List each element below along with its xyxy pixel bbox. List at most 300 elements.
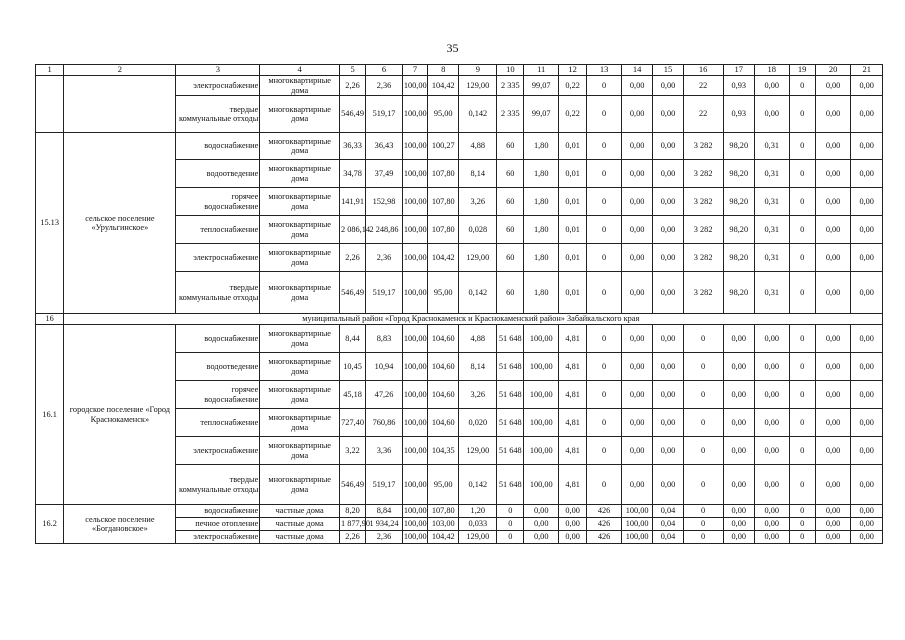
pop-b-cell: 0 bbox=[587, 96, 622, 133]
pop-c-share-cell: 0,00 bbox=[754, 437, 789, 465]
service-cell: водоотведение bbox=[176, 160, 260, 188]
pop-b-share-cell: 0,00 bbox=[653, 160, 683, 188]
pop-d-share-cell: 0,00 bbox=[851, 244, 883, 272]
column-number-cell: 21 bbox=[851, 65, 883, 76]
pop-d-share-cell: 0,00 bbox=[851, 325, 883, 353]
column-number-cell: 11 bbox=[524, 65, 559, 76]
pop-d-pct-cell: 0,00 bbox=[815, 437, 851, 465]
service-cell: водоотведение bbox=[176, 353, 260, 381]
growth-pct-cell: 100,00 bbox=[402, 244, 427, 272]
pop-b-cell: 0 bbox=[587, 188, 622, 216]
growth-pct-cell: 100,00 bbox=[402, 381, 427, 409]
volume-cell: 129,00 bbox=[459, 244, 497, 272]
growth-pct-cell: 100,00 bbox=[402, 96, 427, 133]
pop-c-cell: 22 bbox=[683, 76, 723, 96]
pop-b-cell: 426 bbox=[587, 505, 622, 518]
pop-c-share-cell: 0,00 bbox=[754, 381, 789, 409]
pop-b-share-cell: 0,00 bbox=[653, 216, 683, 244]
pop-a-share-cell: 0,01 bbox=[559, 188, 587, 216]
pop-b-share-cell: 0,00 bbox=[653, 188, 683, 216]
pop-c-pct-cell: 0,93 bbox=[723, 96, 754, 133]
pop-d-pct-cell: 0,00 bbox=[815, 76, 851, 96]
pop-b-share-cell: 0,00 bbox=[653, 465, 683, 505]
growth-pct-cell: 100,00 bbox=[402, 518, 427, 531]
tariff-prev-cell: 36,33 bbox=[339, 133, 365, 160]
pop-b-cell: 0 bbox=[587, 216, 622, 244]
pop-a-cell: 60 bbox=[497, 188, 524, 216]
pop-a-pct-cell: 100,00 bbox=[524, 381, 559, 409]
housing-type-cell: многоквартирные дома bbox=[260, 465, 340, 505]
tariff-cur-cell: 519,17 bbox=[366, 272, 403, 314]
pop-d-cell: 0 bbox=[789, 353, 815, 381]
pop-c-cell: 0 bbox=[683, 531, 723, 544]
table-row bbox=[36, 76, 883, 96]
pop-c-cell: 0 bbox=[683, 325, 723, 353]
column-number-cell: 8 bbox=[428, 65, 459, 76]
pop-c-pct-cell: 0,00 bbox=[723, 531, 754, 544]
tariff-prev-cell: 2,26 bbox=[339, 76, 365, 96]
housing-type-cell: частные дома bbox=[260, 505, 340, 518]
pop-d-cell: 0 bbox=[789, 96, 815, 133]
tariff-table bbox=[35, 64, 883, 544]
pop-b-cell: 426 bbox=[587, 518, 622, 531]
column-number-cell: 3 bbox=[176, 65, 260, 76]
pop-a-pct-cell: 100,00 bbox=[524, 409, 559, 437]
service-cell: водоснабжение bbox=[176, 133, 260, 160]
housing-type-cell: многоквартирные дома bbox=[260, 244, 340, 272]
pop-c-share-cell: 0,00 bbox=[754, 505, 789, 518]
pop-a-pct-cell: 1,80 bbox=[524, 133, 559, 160]
pop-b-share-cell: 0,00 bbox=[653, 133, 683, 160]
pop-d-share-cell: 0,00 bbox=[851, 381, 883, 409]
pop-c-pct-cell: 0,00 bbox=[723, 465, 754, 505]
pop-b-pct-cell: 0,00 bbox=[621, 381, 652, 409]
pop-b-share-cell: 0,04 bbox=[653, 505, 683, 518]
pop-a-share-cell: 4,81 bbox=[559, 353, 587, 381]
tariff-prev-cell: 546,49 bbox=[339, 465, 365, 505]
pop-a-pct-cell: 99,07 bbox=[524, 96, 559, 133]
index-pct-cell: 107,80 bbox=[428, 160, 459, 188]
pop-d-cell: 0 bbox=[789, 409, 815, 437]
pop-c-share-cell: 0,31 bbox=[754, 244, 789, 272]
pop-a-cell: 60 bbox=[497, 216, 524, 244]
housing-type-cell: многоквартирные дома bbox=[260, 325, 340, 353]
pop-b-share-cell: 0,04 bbox=[653, 518, 683, 531]
tariff-prev-cell: 45,18 bbox=[339, 381, 365, 409]
service-cell: водоснабжение bbox=[176, 325, 260, 353]
pop-b-pct-cell: 0,00 bbox=[621, 437, 652, 465]
pop-c-pct-cell: 0,93 bbox=[723, 76, 754, 96]
pop-d-share-cell: 0,00 bbox=[851, 409, 883, 437]
table-row bbox=[36, 505, 883, 518]
settlement-number-cell: 15.13 bbox=[36, 133, 64, 314]
tariff-prev-cell: 546,49 bbox=[339, 272, 365, 314]
pop-c-cell: 0 bbox=[683, 381, 723, 409]
pop-c-share-cell: 0,31 bbox=[754, 133, 789, 160]
pop-d-pct-cell: 0,00 bbox=[815, 518, 851, 531]
service-cell: электроснабжение bbox=[176, 437, 260, 465]
pop-a-cell: 60 bbox=[497, 160, 524, 188]
pop-d-share-cell: 0,00 bbox=[851, 531, 883, 544]
pop-a-share-cell: 0,01 bbox=[559, 133, 587, 160]
column-number-cell: 18 bbox=[754, 65, 789, 76]
tariff-cur-cell: 3,36 bbox=[366, 437, 403, 465]
service-cell: электроснабжение bbox=[176, 244, 260, 272]
growth-pct-cell: 100,00 bbox=[402, 216, 427, 244]
growth-pct-cell: 100,00 bbox=[402, 465, 427, 505]
growth-pct-cell: 100,00 bbox=[402, 437, 427, 465]
pop-d-cell: 0 bbox=[789, 133, 815, 160]
pop-c-cell: 3 282 bbox=[683, 160, 723, 188]
housing-type-cell: многоквартирные дома bbox=[260, 272, 340, 314]
pop-c-pct-cell: 98,20 bbox=[723, 160, 754, 188]
service-cell: электроснабжение bbox=[176, 76, 260, 96]
pop-c-share-cell: 0,31 bbox=[754, 216, 789, 244]
tariff-cur-cell: 47,26 bbox=[366, 381, 403, 409]
housing-type-cell: многоквартирные дома bbox=[260, 96, 340, 133]
pop-b-cell: 0 bbox=[587, 133, 622, 160]
volume-cell: 8,14 bbox=[459, 353, 497, 381]
pop-a-share-cell: 0,22 bbox=[559, 96, 587, 133]
pop-b-pct-cell: 100,00 bbox=[621, 505, 652, 518]
volume-cell: 0,033 bbox=[459, 518, 497, 531]
pop-d-share-cell: 0,00 bbox=[851, 160, 883, 188]
tariff-cur-cell: 10,94 bbox=[366, 353, 403, 381]
pop-d-pct-cell: 0,00 bbox=[815, 465, 851, 505]
tariff-prev-cell: 10,45 bbox=[339, 353, 365, 381]
page-number: 35 bbox=[446, 41, 459, 55]
column-number-cell: 15 bbox=[653, 65, 683, 76]
pop-c-pct-cell: 98,20 bbox=[723, 244, 754, 272]
pop-b-cell: 0 bbox=[587, 353, 622, 381]
pop-b-pct-cell: 100,00 bbox=[621, 518, 652, 531]
pop-d-share-cell: 0,00 bbox=[851, 437, 883, 465]
index-pct-cell: 103,00 bbox=[428, 518, 459, 531]
housing-type-cell: многоквартирные дома bbox=[260, 381, 340, 409]
pop-b-share-cell: 0,00 bbox=[653, 325, 683, 353]
pop-c-pct-cell: 98,20 bbox=[723, 133, 754, 160]
pop-a-pct-cell: 99,07 bbox=[524, 76, 559, 96]
pop-d-share-cell: 0,00 bbox=[851, 133, 883, 160]
tariff-cur-cell: 37,49 bbox=[366, 160, 403, 188]
pop-d-cell: 0 bbox=[789, 465, 815, 505]
pop-b-cell: 0 bbox=[587, 437, 622, 465]
pop-c-cell: 0 bbox=[683, 505, 723, 518]
index-pct-cell: 104,42 bbox=[428, 531, 459, 544]
pop-d-share-cell: 0,00 bbox=[851, 465, 883, 505]
volume-cell: 129,00 bbox=[459, 531, 497, 544]
housing-type-cell: многоквартирные дома bbox=[260, 160, 340, 188]
pop-b-pct-cell: 0,00 bbox=[621, 76, 652, 96]
tariff-cur-cell: 2,36 bbox=[366, 76, 403, 96]
pop-c-share-cell: 0,00 bbox=[754, 96, 789, 133]
pop-c-cell: 3 282 bbox=[683, 272, 723, 314]
pop-d-cell: 0 bbox=[789, 76, 815, 96]
settlement-number-cell: 16.2 bbox=[36, 505, 64, 544]
column-number-cell: 4 bbox=[260, 65, 340, 76]
district-title-row bbox=[36, 314, 883, 325]
pop-a-share-cell: 4,81 bbox=[559, 437, 587, 465]
pop-d-share-cell: 0,00 bbox=[851, 505, 883, 518]
pop-b-cell: 0 bbox=[587, 160, 622, 188]
volume-cell: 4,88 bbox=[459, 325, 497, 353]
housing-type-cell: многоквартирные дома bbox=[260, 76, 340, 96]
growth-pct-cell: 100,00 bbox=[402, 188, 427, 216]
growth-pct-cell: 100,00 bbox=[402, 272, 427, 314]
volume-cell: 3,26 bbox=[459, 381, 497, 409]
pop-c-pct-cell: 98,20 bbox=[723, 272, 754, 314]
index-pct-cell: 104,42 bbox=[428, 76, 459, 96]
index-pct-cell: 104,60 bbox=[428, 353, 459, 381]
pop-d-pct-cell: 0,00 bbox=[815, 381, 851, 409]
pop-d-pct-cell: 0,00 bbox=[815, 409, 851, 437]
growth-pct-cell: 100,00 bbox=[402, 160, 427, 188]
index-pct-cell: 107,80 bbox=[428, 216, 459, 244]
pop-c-share-cell: 0,00 bbox=[754, 325, 789, 353]
tariff-cur-cell: 2,36 bbox=[366, 244, 403, 272]
pop-a-share-cell: 4,81 bbox=[559, 465, 587, 505]
pop-d-pct-cell: 0,00 bbox=[815, 325, 851, 353]
pop-d-pct-cell: 0,00 bbox=[815, 133, 851, 160]
column-number-cell: 7 bbox=[402, 65, 427, 76]
column-number-row bbox=[36, 65, 883, 76]
pop-c-cell: 22 bbox=[683, 96, 723, 133]
pop-c-share-cell: 0,00 bbox=[754, 465, 789, 505]
pop-a-cell: 0 bbox=[497, 531, 524, 544]
tariff-cur-cell: 519,17 bbox=[366, 96, 403, 133]
volume-cell: 0,028 bbox=[459, 216, 497, 244]
pop-d-cell: 0 bbox=[789, 244, 815, 272]
tariff-prev-cell: 1 877,90 bbox=[339, 518, 365, 531]
growth-pct-cell: 100,00 bbox=[402, 325, 427, 353]
pop-b-pct-cell: 0,00 bbox=[621, 133, 652, 160]
pop-a-share-cell: 0,01 bbox=[559, 216, 587, 244]
pop-b-share-cell: 0,00 bbox=[653, 409, 683, 437]
pop-a-pct-cell: 0,00 bbox=[524, 505, 559, 518]
pop-a-pct-cell: 1,80 bbox=[524, 216, 559, 244]
pop-c-share-cell: 0,31 bbox=[754, 160, 789, 188]
housing-type-cell: многоквартирные дома bbox=[260, 216, 340, 244]
pop-b-pct-cell: 100,00 bbox=[621, 531, 652, 544]
service-cell: электроснабжение bbox=[176, 531, 260, 544]
pop-b-cell: 426 bbox=[587, 531, 622, 544]
pop-a-cell: 51 648 bbox=[497, 465, 524, 505]
pop-d-share-cell: 0,00 bbox=[851, 96, 883, 133]
settlement-number-cell bbox=[36, 76, 64, 133]
pop-a-cell: 60 bbox=[497, 133, 524, 160]
pop-b-cell: 0 bbox=[587, 465, 622, 505]
pop-d-share-cell: 0,00 bbox=[851, 76, 883, 96]
pop-b-pct-cell: 0,00 bbox=[621, 272, 652, 314]
settlement-number-cell: 16.1 bbox=[36, 325, 64, 505]
pop-b-pct-cell: 0,00 bbox=[621, 353, 652, 381]
pop-b-pct-cell: 0,00 bbox=[621, 409, 652, 437]
pop-a-cell: 51 648 bbox=[497, 381, 524, 409]
tariff-cur-cell: 152,98 bbox=[366, 188, 403, 216]
pop-a-share-cell: 0,22 bbox=[559, 76, 587, 96]
pop-d-share-cell: 0,00 bbox=[851, 353, 883, 381]
pop-c-share-cell: 0,00 bbox=[754, 76, 789, 96]
volume-cell: 8,14 bbox=[459, 160, 497, 188]
volume-cell: 3,26 bbox=[459, 188, 497, 216]
pop-c-pct-cell: 0,00 bbox=[723, 325, 754, 353]
column-number-cell: 2 bbox=[64, 65, 176, 76]
volume-cell: 0,142 bbox=[459, 465, 497, 505]
column-number-cell: 13 bbox=[587, 65, 622, 76]
pop-b-share-cell: 0,00 bbox=[653, 381, 683, 409]
pop-d-cell: 0 bbox=[789, 325, 815, 353]
service-cell: твердые коммунальные отходы bbox=[176, 465, 260, 505]
pop-c-pct-cell: 98,20 bbox=[723, 188, 754, 216]
index-pct-cell: 95,00 bbox=[428, 465, 459, 505]
pop-a-cell: 51 648 bbox=[497, 437, 524, 465]
tariff-prev-cell: 2,26 bbox=[339, 531, 365, 544]
index-pct-cell: 100,27 bbox=[428, 133, 459, 160]
column-number-cell: 19 bbox=[789, 65, 815, 76]
pop-d-share-cell: 0,00 bbox=[851, 272, 883, 314]
volume-cell: 4,88 bbox=[459, 133, 497, 160]
service-cell: теплоснабжение bbox=[176, 216, 260, 244]
pop-d-cell: 0 bbox=[789, 381, 815, 409]
column-number-cell: 20 bbox=[815, 65, 851, 76]
tariff-prev-cell: 2,26 bbox=[339, 244, 365, 272]
index-pct-cell: 107,80 bbox=[428, 188, 459, 216]
pop-b-share-cell: 0,00 bbox=[653, 353, 683, 381]
pop-d-cell: 0 bbox=[789, 437, 815, 465]
table-row bbox=[36, 133, 883, 160]
column-number-cell: 9 bbox=[459, 65, 497, 76]
pop-c-cell: 3 282 bbox=[683, 188, 723, 216]
pop-b-share-cell: 0,00 bbox=[653, 76, 683, 96]
housing-type-cell: многоквартирные дома bbox=[260, 409, 340, 437]
index-pct-cell: 95,00 bbox=[428, 272, 459, 314]
index-pct-cell: 104,42 bbox=[428, 244, 459, 272]
pop-a-share-cell: 0,01 bbox=[559, 244, 587, 272]
pop-a-share-cell: 0,00 bbox=[559, 531, 587, 544]
pop-c-cell: 0 bbox=[683, 465, 723, 505]
tariff-prev-cell: 727,40 bbox=[339, 409, 365, 437]
pop-a-pct-cell: 100,00 bbox=[524, 465, 559, 505]
volume-cell: 129,00 bbox=[459, 76, 497, 96]
pop-a-share-cell: 4,81 bbox=[559, 381, 587, 409]
housing-type-cell: многоквартирные дома bbox=[260, 188, 340, 216]
pop-d-pct-cell: 0,00 bbox=[815, 244, 851, 272]
growth-pct-cell: 100,00 bbox=[402, 531, 427, 544]
volume-cell: 1,20 bbox=[459, 505, 497, 518]
pop-a-pct-cell: 1,80 bbox=[524, 188, 559, 216]
pop-d-cell: 0 bbox=[789, 216, 815, 244]
index-pct-cell: 104,60 bbox=[428, 409, 459, 437]
column-number-cell: 14 bbox=[621, 65, 652, 76]
settlement-name-cell bbox=[64, 76, 176, 133]
pop-a-cell: 2 335 bbox=[497, 96, 524, 133]
pop-a-cell: 60 bbox=[497, 272, 524, 314]
pop-c-cell: 0 bbox=[683, 409, 723, 437]
pop-b-share-cell: 0,00 bbox=[653, 272, 683, 314]
pop-a-pct-cell: 100,00 bbox=[524, 325, 559, 353]
pop-a-share-cell: 0,01 bbox=[559, 272, 587, 314]
growth-pct-cell: 100,00 bbox=[402, 133, 427, 160]
tariff-prev-cell: 8,44 bbox=[339, 325, 365, 353]
pop-c-share-cell: 0,00 bbox=[754, 353, 789, 381]
pop-c-cell: 3 282 bbox=[683, 133, 723, 160]
column-number-cell: 1 bbox=[36, 65, 64, 76]
pop-a-cell: 0 bbox=[497, 518, 524, 531]
index-pct-cell: 104,60 bbox=[428, 381, 459, 409]
volume-cell: 0,142 bbox=[459, 272, 497, 314]
pop-d-cell: 0 bbox=[789, 188, 815, 216]
volume-cell: 0,020 bbox=[459, 409, 497, 437]
pop-c-pct-cell: 0,00 bbox=[723, 353, 754, 381]
housing-type-cell: частные дома bbox=[260, 531, 340, 544]
pop-b-share-cell: 0,00 bbox=[653, 244, 683, 272]
table-row bbox=[36, 325, 883, 353]
pop-b-share-cell: 0,04 bbox=[653, 531, 683, 544]
pop-a-share-cell: 0,00 bbox=[559, 518, 587, 531]
growth-pct-cell: 100,00 bbox=[402, 505, 427, 518]
pop-a-pct-cell: 1,80 bbox=[524, 272, 559, 314]
pop-a-pct-cell: 0,00 bbox=[524, 518, 559, 531]
pop-b-pct-cell: 0,00 bbox=[621, 96, 652, 133]
pop-d-cell: 0 bbox=[789, 531, 815, 544]
growth-pct-cell: 100,00 bbox=[402, 353, 427, 381]
pop-d-pct-cell: 0,00 bbox=[815, 353, 851, 381]
district-title-cell: муниципальный район «Город Краснокаменск и Краснокаменский район» Забайкальского края bbox=[64, 314, 883, 325]
column-number-cell: 17 bbox=[723, 65, 754, 76]
pop-b-pct-cell: 0,00 bbox=[621, 188, 652, 216]
growth-pct-cell: 100,00 bbox=[402, 409, 427, 437]
tariff-cur-cell: 8,83 bbox=[366, 325, 403, 353]
tariff-prev-cell: 8,20 bbox=[339, 505, 365, 518]
housing-type-cell: многоквартирные дома bbox=[260, 437, 340, 465]
pop-a-cell: 51 648 bbox=[497, 353, 524, 381]
pop-a-cell: 51 648 bbox=[497, 325, 524, 353]
housing-type-cell: частные дома bbox=[260, 518, 340, 531]
pop-d-cell: 0 bbox=[789, 518, 815, 531]
pop-d-pct-cell: 0,00 bbox=[815, 505, 851, 518]
pop-c-cell: 0 bbox=[683, 437, 723, 465]
settlement-name-cell: городское поселение «Город Краснокаменск» bbox=[64, 325, 176, 505]
housing-type-cell: многоквартирные дома bbox=[260, 133, 340, 160]
pop-d-share-cell: 0,00 bbox=[851, 518, 883, 531]
settlement-name-cell: сельское поселение «Урульгинское» bbox=[64, 133, 176, 314]
service-cell: твердые коммунальные отходы bbox=[176, 272, 260, 314]
service-cell: водоснабжение bbox=[176, 505, 260, 518]
column-number-cell: 12 bbox=[559, 65, 587, 76]
pop-a-cell: 60 bbox=[497, 244, 524, 272]
index-pct-cell: 104,35 bbox=[428, 437, 459, 465]
tariff-prev-cell: 34,78 bbox=[339, 160, 365, 188]
pop-a-pct-cell: 100,00 bbox=[524, 437, 559, 465]
pop-b-cell: 0 bbox=[587, 325, 622, 353]
pop-d-pct-cell: 0,00 bbox=[815, 272, 851, 314]
pop-c-share-cell: 0,31 bbox=[754, 272, 789, 314]
index-pct-cell: 107,80 bbox=[428, 505, 459, 518]
pop-c-cell: 3 282 bbox=[683, 216, 723, 244]
tariff-cur-cell: 8,84 bbox=[366, 505, 403, 518]
tariff-cur-cell: 2,36 bbox=[366, 531, 403, 544]
pop-c-pct-cell: 98,20 bbox=[723, 216, 754, 244]
pop-c-pct-cell: 0,00 bbox=[723, 437, 754, 465]
pop-c-cell: 3 282 bbox=[683, 244, 723, 272]
pop-a-share-cell: 4,81 bbox=[559, 325, 587, 353]
pop-c-pct-cell: 0,00 bbox=[723, 409, 754, 437]
pop-b-cell: 0 bbox=[587, 381, 622, 409]
pop-d-pct-cell: 0,00 bbox=[815, 96, 851, 133]
index-pct-cell: 104,60 bbox=[428, 325, 459, 353]
tariff-cur-cell: 1 934,24 bbox=[366, 518, 403, 531]
tariff-prev-cell: 3,22 bbox=[339, 437, 365, 465]
